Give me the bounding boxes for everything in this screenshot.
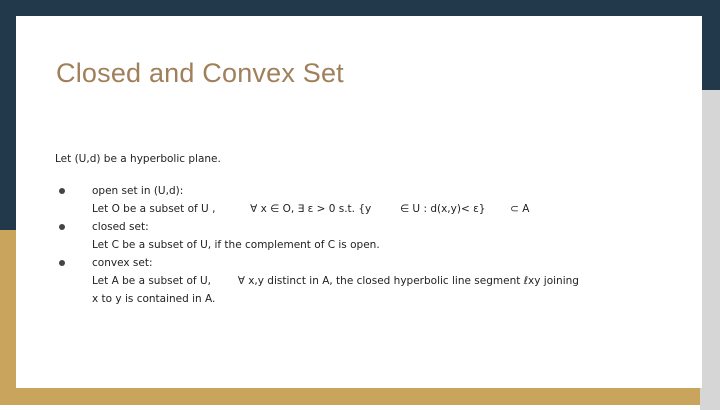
item-heading: closed set: bbox=[92, 221, 149, 233]
intro-text: Let (U,d) be a hyperbolic plane. bbox=[55, 153, 221, 165]
item-heading: convex set: bbox=[92, 257, 153, 269]
item-definition-continued: x to y is contained in A. bbox=[92, 293, 216, 305]
list-item-closed-set bbox=[55, 218, 579, 254]
item-definition bbox=[92, 200, 579, 218]
definition-part: Let O be a subset of U , bbox=[92, 203, 216, 215]
background-grey-accent bbox=[700, 90, 720, 410]
list-item-convex-set bbox=[55, 254, 579, 308]
bullet-list bbox=[55, 182, 579, 308]
bullet-icon bbox=[59, 188, 65, 194]
bullet-icon bbox=[59, 224, 65, 230]
slide-body bbox=[55, 150, 579, 308]
slide-title: Closed and Convex Set bbox=[56, 58, 344, 88]
definition-part: ∈ U : d(x,y)< ε} bbox=[399, 203, 486, 215]
definition-part: ∀ x ∈ O, ∃ ε > 0 s.t. {y bbox=[250, 203, 372, 215]
definition-part: ⊂ A bbox=[510, 203, 530, 215]
bullet-icon bbox=[59, 260, 65, 266]
item-definition bbox=[92, 272, 579, 290]
list-item-open-set bbox=[55, 182, 579, 218]
definition-part: Let A be a subset of U, bbox=[92, 275, 211, 287]
definition-part: ∀ x,y distinct in A, the closed hyperbolic line segment ℓxy joining bbox=[237, 275, 579, 287]
item-heading: open set in (U,d): bbox=[92, 185, 184, 197]
item-definition: Let C be a subset of U, if the complement of C is open. bbox=[92, 239, 380, 251]
